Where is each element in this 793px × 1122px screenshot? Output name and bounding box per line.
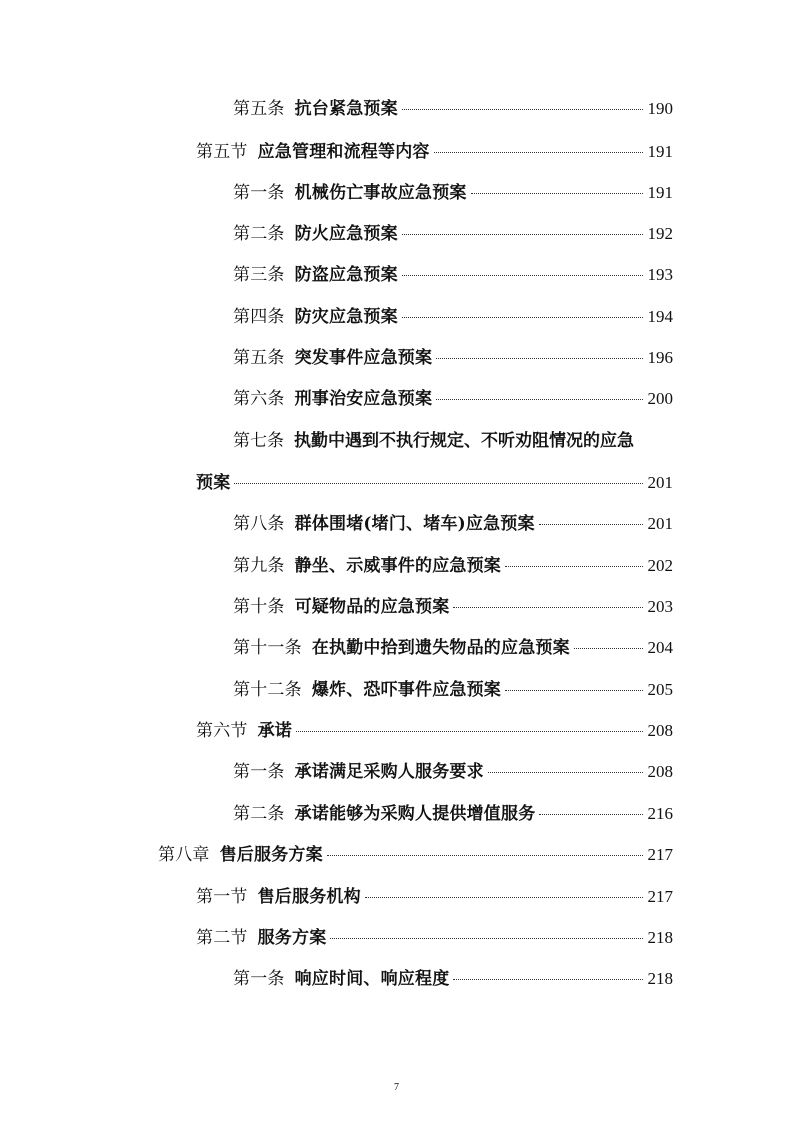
toc-entry-label — [233, 386, 432, 412]
leader-dots — [436, 399, 643, 400]
toc-entry-label — [233, 594, 449, 620]
toc-entry-title: 在执勤中拾到遗失物品的应急预案 — [311, 638, 570, 658]
toc-entry-page: 218 — [647, 928, 673, 947]
toc-entry-page: 205 — [647, 680, 673, 699]
toc-entry[interactable] — [233, 96, 673, 122]
toc-entry-label — [158, 842, 323, 868]
toc-entry-title: 爆炸、恐吓事件应急预案 — [311, 680, 502, 700]
toc-entry-page: 201 — [647, 473, 673, 492]
leader-dots — [365, 897, 643, 898]
toc-entry-number: 第二条 — [233, 804, 285, 824]
toc-entry-page: 208 — [647, 762, 673, 781]
toc-entry-page: 216 — [647, 804, 673, 823]
toc-entry[interactable] — [158, 842, 673, 868]
leader-dots — [505, 566, 643, 567]
toc-entry[interactable] — [233, 221, 673, 247]
toc-entry[interactable] — [196, 925, 673, 951]
toc-entry-label — [233, 304, 398, 330]
toc-entry[interactable] — [233, 677, 673, 703]
toc-entry-number: 第三条 — [233, 265, 285, 285]
toc-entry-label — [233, 180, 467, 206]
toc-entry[interactable] — [196, 884, 673, 910]
toc-entry-title: 响应时间、响应程度 — [294, 969, 450, 989]
toc-entry-title: 机械伤亡事故应急预案 — [294, 183, 467, 203]
toc-entry-title: 承诺 — [257, 721, 293, 741]
toc-entry-title: 抗台紧急预案 — [294, 99, 398, 119]
toc-entry-title: 群体围堵(堵门、堵车)应急预案 — [294, 514, 535, 534]
toc-entry-number: 第二条 — [233, 224, 285, 244]
toc-entry-page: 203 — [647, 597, 673, 616]
toc-entry-page: 217 — [647, 845, 673, 864]
toc-entry-label — [196, 139, 430, 165]
toc-entry-label — [196, 718, 292, 744]
toc-entry-label — [196, 884, 361, 910]
toc-entry[interactable] — [233, 180, 673, 206]
leader-dots — [453, 607, 643, 608]
toc-entry[interactable] — [233, 594, 673, 620]
toc-entry[interactable] — [233, 345, 673, 371]
leader-dots — [327, 855, 643, 856]
toc-entry-title: 承诺能够为采购人提供增值服务 — [294, 804, 536, 824]
toc-entry-title: 防灾应急预案 — [294, 307, 398, 327]
toc-entry[interactable] — [233, 386, 673, 412]
toc-entry-number: 第八章 — [158, 845, 210, 865]
toc-entry-number: 第八条 — [233, 514, 285, 534]
toc-entry[interactable] — [233, 759, 673, 785]
leader-dots — [539, 524, 643, 525]
toc-entry-label — [233, 966, 449, 992]
toc-entry[interactable] — [233, 966, 673, 992]
toc-entry-title: 防火应急预案 — [294, 224, 398, 244]
toc-entry[interactable] — [233, 262, 673, 288]
page-number: 7 — [394, 1082, 399, 1093]
toc-entry-page: 194 — [647, 307, 673, 326]
toc-entry-title: 预案 — [196, 473, 231, 493]
toc-entry-title: 静坐、示威事件的应急预案 — [294, 556, 502, 576]
toc-entry-number: 第五条 — [233, 99, 285, 119]
toc-entry-page: 217 — [647, 887, 673, 906]
toc-entry-number: 第七条 — [233, 431, 284, 451]
toc-entry-page: 196 — [647, 348, 673, 367]
toc-entry-page: 208 — [647, 721, 673, 740]
leader-dots — [453, 979, 643, 980]
toc-entry-page: 192 — [647, 224, 673, 243]
toc-entry-page: 218 — [647, 969, 673, 988]
leader-dots — [539, 814, 643, 815]
toc-entry-number: 第一条 — [233, 762, 285, 782]
toc-entry[interactable] — [233, 635, 673, 661]
toc-entry-label — [233, 96, 398, 122]
leader-dots — [402, 109, 643, 110]
toc-entry-label — [233, 677, 501, 703]
toc-entry-title: 承诺满足采购人服务要求 — [294, 762, 484, 782]
leader-dots — [330, 938, 643, 939]
toc-entry-number: 第一条 — [233, 183, 285, 203]
toc-entry-label — [233, 635, 570, 661]
toc-entry-title: 突发事件应急预案 — [294, 348, 433, 368]
leader-dots — [402, 275, 643, 276]
toc-entry[interactable] — [233, 801, 673, 827]
toc-entry[interactable] — [233, 553, 673, 579]
toc-entry[interactable] — [233, 304, 673, 330]
toc-entry-label — [233, 801, 535, 827]
toc-entry-title: 应急管理和流程等内容 — [257, 142, 430, 162]
leader-dots — [488, 772, 643, 773]
toc-entry-number: 第十二条 — [233, 680, 302, 700]
toc-entry-label — [233, 345, 432, 371]
toc-entry-page: 191 — [647, 142, 673, 161]
toc-entry-label — [233, 553, 501, 579]
toc-entry-title: 服务方案 — [257, 928, 327, 948]
toc-entry-number: 第一条 — [233, 969, 285, 989]
toc-entry-page: 201 — [647, 514, 673, 533]
toc-entry-title: 售后服务方案 — [219, 845, 323, 865]
toc-entry-page: 190 — [647, 99, 673, 118]
toc-entry-page: 191 — [647, 183, 673, 202]
toc-entry-title: 可疑物品的应急预案 — [294, 597, 450, 617]
toc-entry-number: 第五条 — [233, 348, 285, 368]
toc-entry-title: 售后服务机构 — [257, 887, 361, 907]
toc-entry-number: 第六条 — [233, 389, 285, 409]
toc-entry[interactable] — [196, 139, 673, 165]
toc-entry-number: 第六节 — [196, 721, 248, 741]
toc-entry-label — [233, 759, 484, 785]
toc-entry[interactable] — [233, 511, 673, 537]
toc-entry-page: 202 — [647, 556, 673, 575]
toc-entry-number: 第九条 — [233, 556, 285, 576]
toc-entry-label — [233, 511, 535, 537]
toc-entry-continuation[interactable] — [196, 470, 673, 496]
toc-entry-label — [196, 925, 326, 951]
toc-entry-title: 刑事治安应急预案 — [294, 389, 433, 409]
toc-entry-page: 204 — [647, 638, 673, 657]
leader-dots — [434, 152, 643, 153]
leader-dots — [234, 483, 643, 484]
toc-entry-page: 200 — [647, 389, 673, 408]
leader-dots — [402, 234, 643, 235]
toc-entry-title: 执勤中遇到不执行规定、不听劝阻情况的应急 — [294, 431, 634, 451]
leader-dots — [505, 690, 643, 691]
leader-dots — [471, 193, 643, 194]
toc-entry-label — [233, 221, 398, 247]
toc-entry-number: 第五节 — [196, 142, 248, 162]
toc-entry-title: 防盗应急预案 — [294, 265, 398, 285]
toc-entry-wrapped[interactable] — [233, 428, 673, 454]
toc-entry-number: 第二节 — [196, 928, 248, 948]
leader-dots — [296, 731, 643, 732]
toc-entry-number: 第四条 — [233, 307, 285, 327]
leader-dots — [402, 317, 643, 318]
toc-entry[interactable] — [196, 718, 673, 744]
toc-entry-number: 第十条 — [233, 597, 285, 617]
toc-entry-page: 193 — [647, 265, 673, 284]
leader-dots — [436, 358, 643, 359]
toc-entry-label — [233, 262, 398, 288]
leader-dots — [574, 648, 643, 649]
toc-entry-label — [196, 470, 230, 496]
toc-entry-number: 第十一条 — [233, 638, 302, 658]
toc-entry-number: 第一节 — [196, 887, 248, 907]
